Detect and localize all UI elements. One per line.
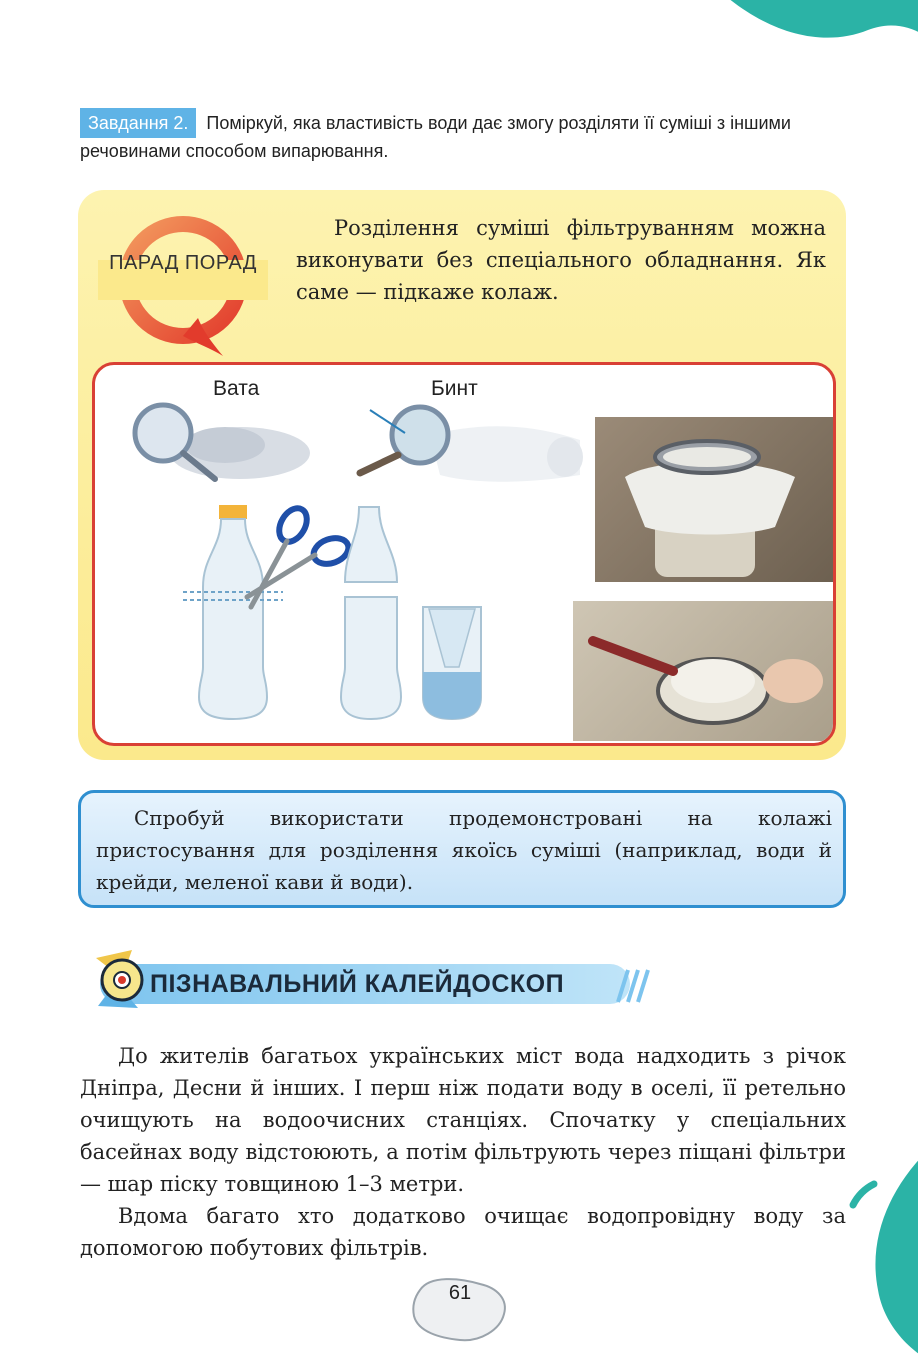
magnifier-icon xyxy=(360,407,448,473)
cotton-label: Вата xyxy=(213,377,260,400)
task-text: Поміркуй, яка властивість води дає змогу розділяти її суміші з іншими речовинами способом випарювання. xyxy=(80,113,791,161)
section-title: ПІЗНАВАЛЬНИЙ КАЛЕЙДОСКОП xyxy=(150,970,565,998)
advice-paragraph: Розділення суміші фільтруванням можна виконувати без спеціального обладнання. Як саме — підкаже колаж. xyxy=(296,216,826,304)
page-number: 61 xyxy=(448,1282,472,1304)
parad-porad-logo-icon xyxy=(98,208,268,358)
bandage-label: Бинт xyxy=(431,377,478,400)
task-badge: Завдання 2. xyxy=(80,108,196,138)
stripes-decoration xyxy=(610,966,650,1006)
body-paragraph-2: Вдома багато хто додатково очищає водопровідну воду за допомогою побутових фільтрів. xyxy=(80,1204,846,1260)
try-paragraph: Спробуй використати продемонстровані на колажі пристосування для розділення якоїсь суміші (наприклад, води й крейди, меленої кави й води). xyxy=(96,806,832,894)
corner-decoration-top xyxy=(668,0,918,70)
task-2 xyxy=(80,108,850,164)
strainer-photo xyxy=(573,601,833,741)
kaleidoscope-eye-icon xyxy=(92,948,154,1010)
body-text xyxy=(80,1040,846,1264)
bandage-illustration xyxy=(350,395,590,485)
corner-decoration-right xyxy=(848,1150,918,1360)
filter-collage xyxy=(92,362,836,746)
bottle-parts-illustration xyxy=(331,497,491,727)
cotton-illustration xyxy=(125,395,315,485)
body-paragraph-1: До жителів багатьох українських міст вода надходить з річок Дніпра, Десни й інших. І перш ніж подати воду в оселі, її ретельно очищують на водоочисних станціях. Спочатку у спеціальних басейнах воду відстоюють, а потім фільтрують через піщані фільтри — шар піску товщиною 1–3 метри. xyxy=(80,1044,846,1196)
parad-porad-label: ПАРАД ПОРАД xyxy=(109,252,257,274)
try-text xyxy=(96,802,832,898)
bottle-icon xyxy=(199,505,267,719)
bottle-cut-illustration xyxy=(183,497,353,727)
bottle-icon xyxy=(341,507,481,719)
advice-text xyxy=(296,212,826,308)
jar-filter-photo xyxy=(595,417,835,582)
